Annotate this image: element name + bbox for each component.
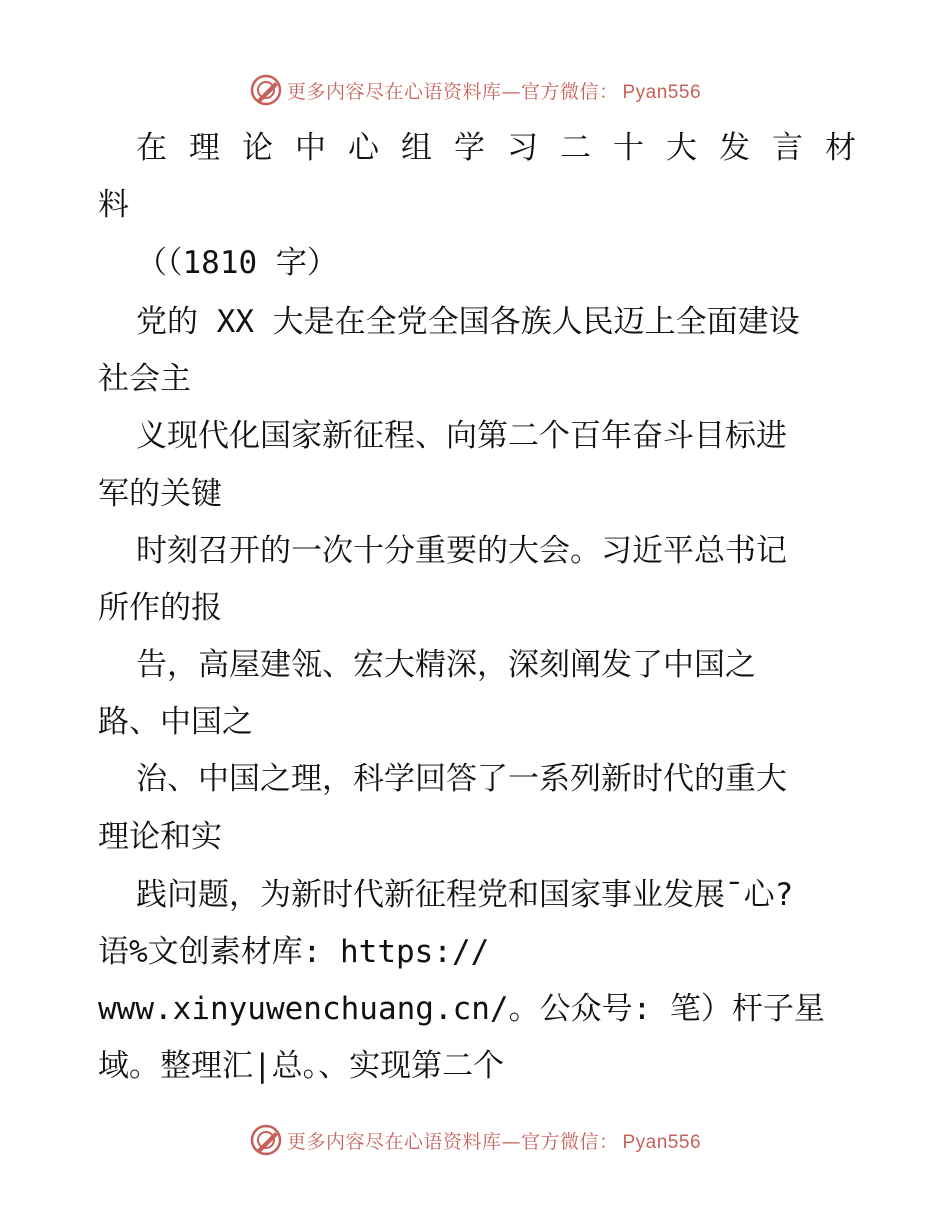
- title-char: 大: [666, 130, 697, 166]
- text-line: 告，高屋建瓴、宏大精深，深刻阐发了中国之: [136, 647, 756, 683]
- watermark-text: 更多内容尽在心语资料库—官方微信： Pyan556: [286, 1130, 702, 1153]
- watermark-text: 更多内容尽在心语资料库—官方微信： Pyan556: [286, 80, 702, 103]
- title-char: 学: [454, 130, 485, 166]
- title-char: 发: [719, 130, 750, 166]
- text-line: www.xinyuwenchuang.cn/。公众号: 笔）杆子星: [98, 991, 825, 1027]
- title-char: 习: [507, 130, 538, 166]
- text-line: 路、中国之: [98, 704, 253, 740]
- text-line: 域。整理汇|总。、实现第二个: [98, 1048, 505, 1084]
- title-char: 中: [295, 130, 326, 166]
- header-watermark: [0, 70, 950, 110]
- title-char: 材: [825, 130, 856, 166]
- title-char: 理: [189, 130, 220, 166]
- title-char: 心: [348, 130, 379, 166]
- text-line: 治、中国之理，科学回答了一系列新时代的重大: [136, 761, 787, 797]
- text-line: 军的关键: [98, 476, 222, 512]
- title-char: 言: [772, 130, 803, 166]
- title-char: 在: [136, 130, 167, 166]
- title-continuation: 料: [98, 187, 129, 223]
- title-char: 组: [401, 130, 432, 166]
- footer-watermark: [0, 1120, 950, 1160]
- title-char: 二: [560, 130, 591, 166]
- document-title: [136, 128, 856, 168]
- text-line: 践问题，为新时代新征程党和国家事业发展¯心?: [136, 877, 794, 913]
- text-line: 理论和实: [98, 819, 222, 855]
- pen-logo-icon: [249, 1123, 283, 1157]
- word-count: （（1810 字）: [136, 245, 338, 281]
- text-line: 社会主: [98, 361, 191, 397]
- text-line: 语%文创素材库: https://: [98, 934, 490, 970]
- text-line: 党的 XX 大是在全党全国各族人民迈上全面建设: [136, 304, 800, 340]
- title-char: 十: [613, 130, 644, 166]
- text-line: 义现代化国家新征程、向第二个百年奋斗目标进: [136, 418, 787, 454]
- pen-logo-icon: [249, 73, 283, 107]
- title-char: 论: [242, 130, 273, 166]
- text-line: 时刻召开的一次十分重要的大会。习近平总书记: [136, 533, 787, 569]
- text-line: 所作的报: [98, 590, 222, 626]
